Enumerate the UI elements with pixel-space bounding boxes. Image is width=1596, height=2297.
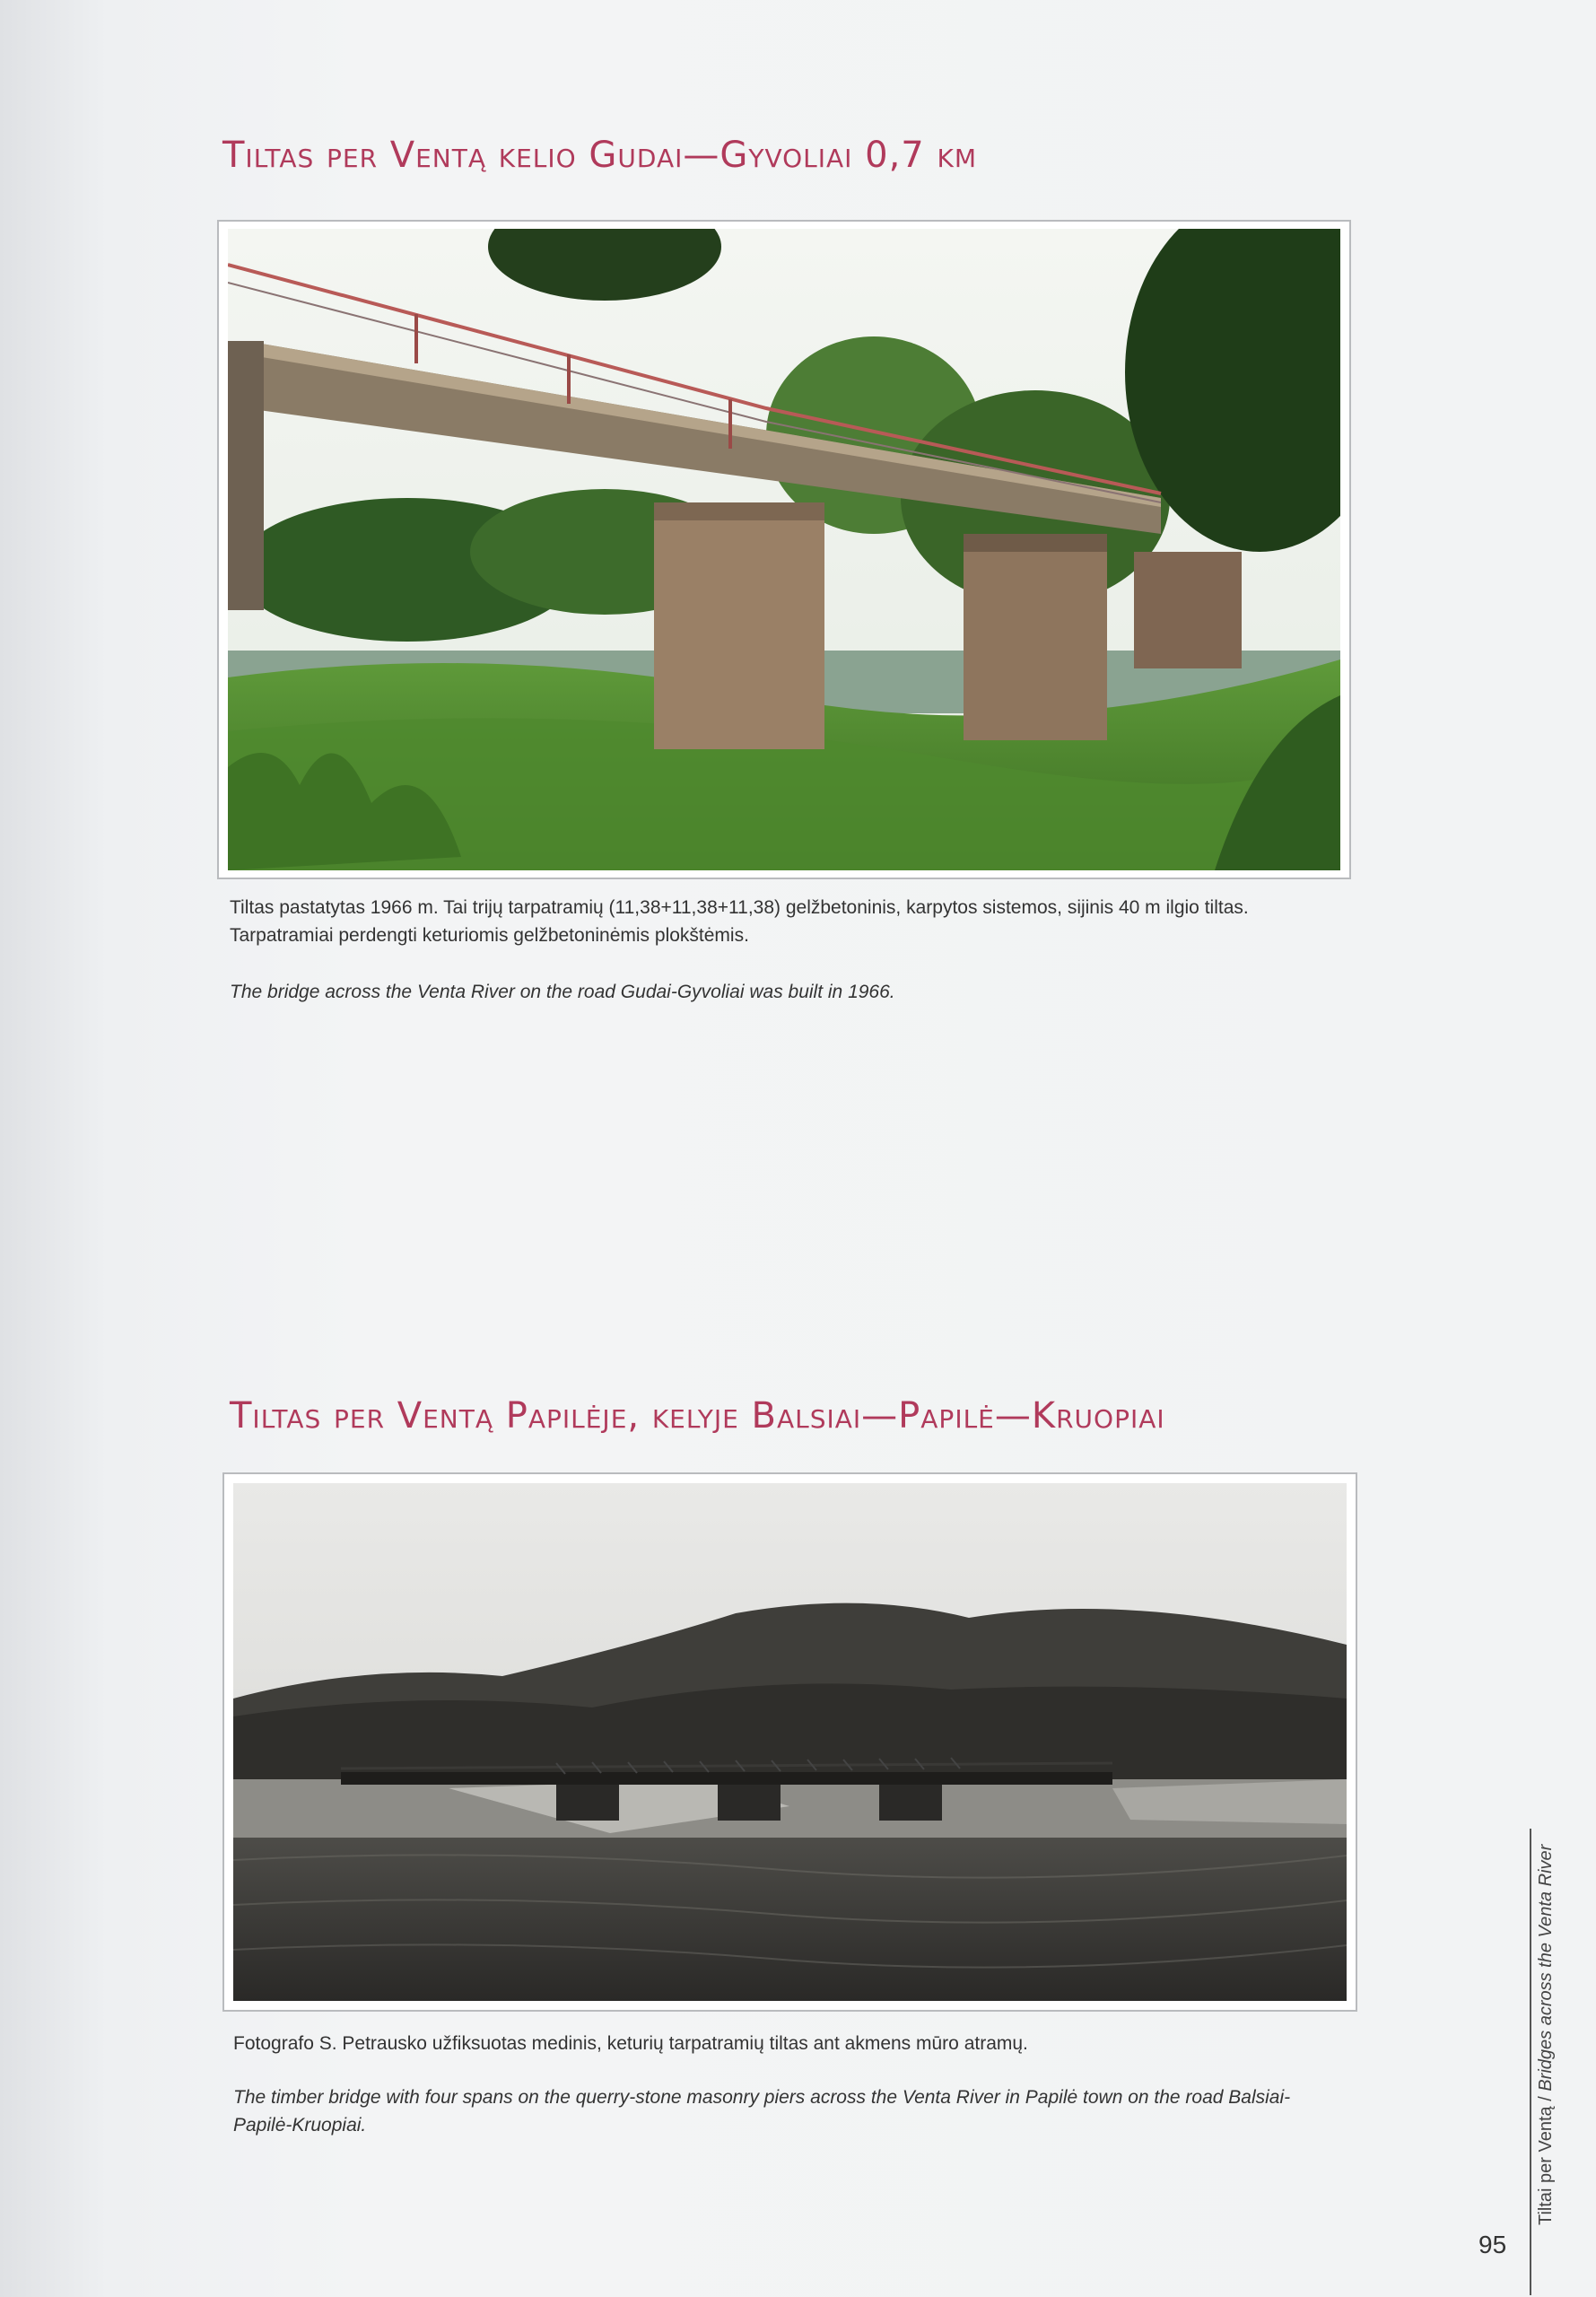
section-1-caption-en: The bridge across the Venta River on the road Gudai-Gyvoliai was built in 1966. bbox=[230, 982, 895, 1002]
running-head-lt: Tiltai per Ventą / bbox=[1536, 2091, 1556, 2225]
page-number: 95 bbox=[1478, 2231, 1507, 2258]
section-2-title: Tiltas per Ventą Papilėje, kelyje Balsiai—Papilė—Kruopiai bbox=[230, 1395, 1165, 1437]
sidebar-divider bbox=[1530, 1829, 1531, 2295]
section-2-caption-en: The timber bridge with four spans on the querry-stone masonry piers across the Venta River in Papilė town on the road Balsiai-Papilė-Kruopiai. bbox=[233, 2087, 1291, 2135]
section-1-title: Tiltas per Ventą kelio Gudai—Gyvoliai 0,7 km bbox=[222, 135, 977, 176]
running-head bbox=[1536, 1845, 1557, 2225]
running-head-en: Bridges across the Venta River bbox=[1536, 1844, 1556, 2092]
timber-bridge-image bbox=[233, 1483, 1347, 2001]
bridge-photo-color bbox=[217, 220, 1351, 879]
section-1-caption-lt: Tiltas pastatytas 1966 m. Tai trijų tarpatramių (11,38+11,38+11,38) gelžbetoninis, karpytos sistemos, sijinis 40 m ilgio tiltas. Tarpatramiai perdengti keturiomis gelžbetoninėmis plokštėmis. bbox=[230, 897, 1249, 946]
section-2-caption-lt: Fotografo S. Petrausko užfiksuotas medinis, keturių tarpatramių tiltas ant akmens mūro atramų. bbox=[233, 2033, 1028, 2054]
bridge-photo-historic bbox=[222, 1472, 1357, 2012]
concrete-bridge-image bbox=[228, 229, 1340, 870]
